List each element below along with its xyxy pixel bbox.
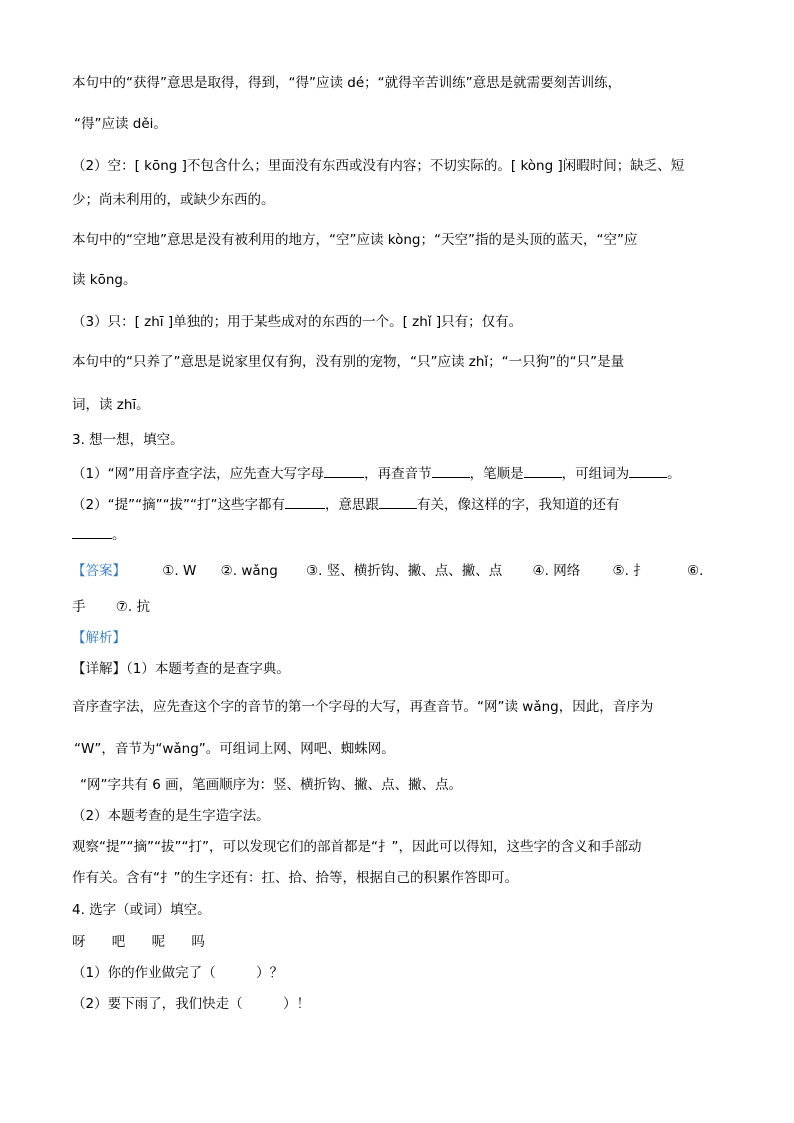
blank (285, 494, 325, 509)
q3-p1a: （1）“网”用音序查字法，应先查大写字母 (72, 466, 325, 482)
zhi-line-1: （3）只：[ zhī ]单独的；用于某些成对的东西的一个。[ zhǐ ]只有；仅有。 (72, 314, 523, 330)
answer-item: 手 (72, 599, 86, 615)
q3-p1e: 。 (667, 466, 681, 482)
detail-line-5: （2）本题考查的是生字造字法。 (72, 808, 270, 824)
blank (324, 463, 364, 478)
blank (432, 463, 470, 478)
prev-line-1: 本句中的“获得”意思是取得，得到，“得”应读 dé；“就得辛苦训练”意思是就需要刻苦训练， (72, 75, 622, 91)
detail-label: 【详解】 (72, 661, 126, 677)
q3-p2b: ，意思跟 (325, 497, 380, 513)
q3-title: 3. 想一想，填空。 (72, 432, 184, 448)
q3-p1c: ，笔顺是 (469, 466, 524, 482)
detail-line-2: 音序查字法，应先查这个字的音节的第一个字母的大写，再查音节。“网”读 wǎng，因此，音序为 (72, 699, 654, 715)
q4-title: 4. 选字（或词）填空。 (72, 902, 211, 918)
detail-line-3: “W”，音节为“wǎng”。可组词上网、网吧、蜘蛛网。 (74, 741, 395, 757)
analysis-label: 【解析】 (72, 630, 126, 646)
kong-line-1: （2）空：[ kōng ]不包含什么；里面没有东西或没有内容；不切实际的。[ kòng ]闲暇时间；缺乏、短 (72, 158, 685, 174)
prev-line-2: “得”应读 děi。 (74, 116, 167, 132)
answer-item: ③. 竖、横折钩、撇、点、撇、点 (306, 563, 503, 579)
q3-part2 (72, 494, 620, 515)
q4-sentence-2: （2）要下雨了，我们快走（ ）！ (72, 996, 311, 1012)
answer-item: ⑤. 扌 (612, 563, 647, 579)
kong-line-4: 读 kōng。 (72, 272, 137, 288)
option: 呢 (151, 934, 166, 950)
option: 吧 (111, 934, 126, 950)
detail-line-1 (72, 659, 290, 679)
answer-item: ①. W (162, 563, 197, 579)
answer-item: ④. 网络 (532, 563, 581, 579)
answer-item: ⑦. 抗 (115, 599, 150, 615)
q3-p3: 。 (112, 527, 126, 543)
blank (379, 494, 417, 509)
detail-line-4: “网”字共有 6 画，笔画顺序为：竖、横折钩、撇、点、撇、点。 (80, 777, 463, 793)
detail-text: （1）本题考查的是查字典。 (126, 661, 290, 677)
answer-label: 【答案】 (72, 563, 126, 579)
kong-line-2: 少；尚未利用的，或缺少东西的。 (72, 192, 275, 208)
zhi-line-3: 词，读 zhī。 (72, 397, 150, 413)
q3-p1b: ，再查音节 (364, 466, 432, 482)
q3-p1d: ，可组词为 (561, 466, 630, 482)
q3-p2c: 有关，像这样的字，我知道的还有 (417, 497, 620, 513)
q4-sentence-1: （1）你的作业做完了（ ）？ (72, 965, 284, 981)
zhi-line-2: 本句中的“只养了”意思是说家里仅有狗，没有别的宠物，“只”应读 zhǐ；“一只狗”的“只”是量 (72, 354, 625, 370)
answer-item: ⑥. (687, 563, 704, 579)
blank (72, 524, 112, 539)
answer-line-1 (72, 561, 703, 581)
blank (524, 463, 562, 478)
detail-line-6: 观察“提”“摘”“拔”“打”，可以发现它们的部首都是“扌”，因此可以得知，这些字的含义和手部动 (72, 839, 642, 855)
q3-part1 (72, 463, 681, 484)
q3-part3 (72, 524, 126, 545)
q3-p2a: （2）“提”“摘”“拔”“打”这些字都有 (72, 497, 286, 513)
answer-item: ②. wǎng (220, 563, 278, 579)
blank (629, 463, 667, 478)
option: 呀 (72, 934, 86, 950)
detail-line-7: 作有关。含有“扌”的生字还有：扛、拾、拾等，根据自己的积累作答即可。 (72, 870, 518, 886)
kong-line-3: 本句中的“空地”意思是没有被利用的地方，“空”应读 kòng；“天空”指的是头顶的蓝天，“空”应 (72, 232, 638, 248)
answer-line-2 (72, 597, 150, 617)
q4-options (72, 932, 205, 952)
option: 吗 (191, 934, 205, 950)
